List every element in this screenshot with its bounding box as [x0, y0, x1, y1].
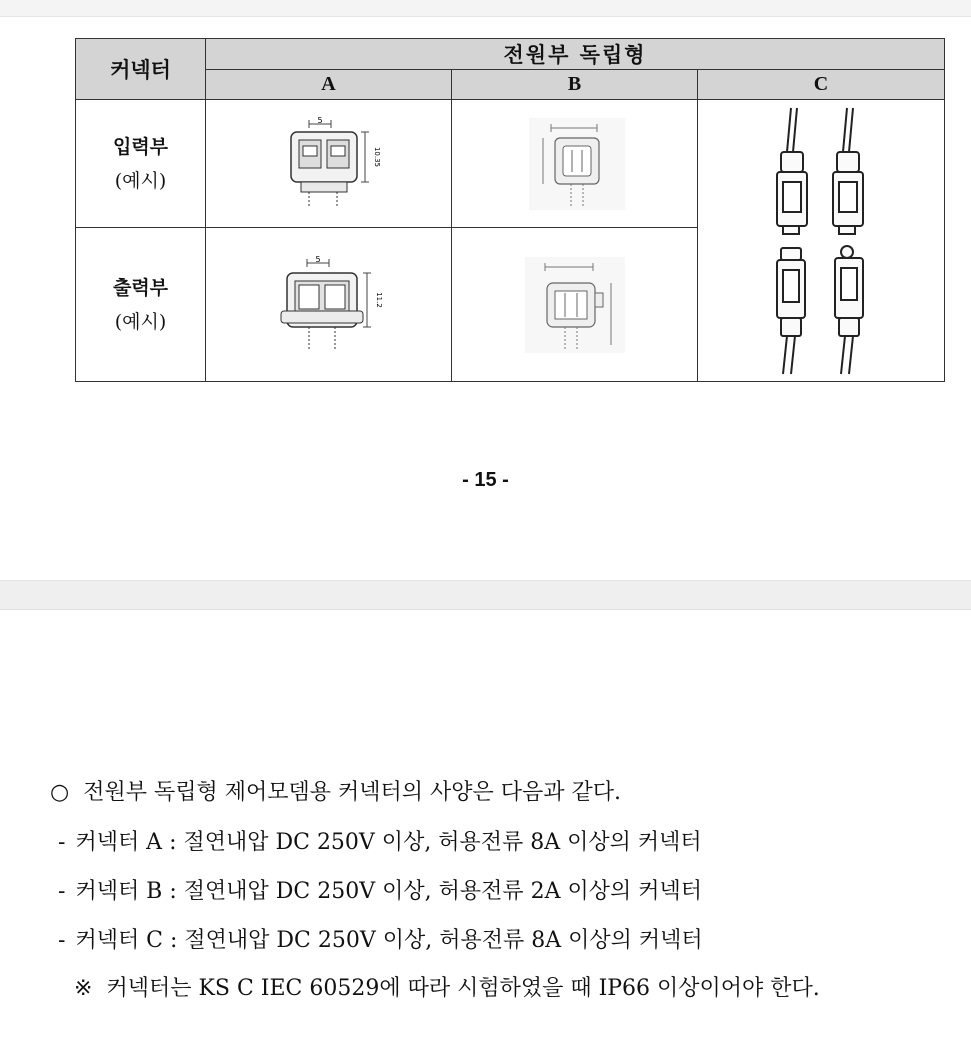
dim-a-input-height: 10.35: [372, 146, 381, 167]
dash-bullet-icon: -: [58, 879, 66, 904]
header-connector: 커넥터: [76, 39, 206, 100]
connector-a-output-drawing: [269, 255, 389, 355]
spec-item-b: [58, 874, 702, 905]
row-label-output-example: (예시): [114, 310, 167, 333]
cell-c-drawing: [698, 100, 945, 382]
connector-c-drawing: [761, 106, 881, 376]
connector-table: [75, 38, 945, 382]
dash-bullet-icon: -: [58, 928, 66, 953]
spec-item-b-text: 커넥터 B : 절연내압 DC 250V 이상, 허용전류 2A 이상의 커넥터: [75, 879, 702, 904]
spec-note-text: 커넥터는 KS C IEC 60529에 따라 시험하였을 때 IP66 이상이어야 한다.: [106, 976, 820, 1001]
dim-a-output-width: 5: [314, 254, 321, 264]
dim-a-input-width: 5: [316, 115, 323, 125]
row-label-input: [76, 100, 206, 228]
header-col-a: A: [206, 70, 452, 100]
cell-output-a: [206, 228, 452, 382]
connector-a-input-drawing: [269, 116, 389, 212]
spec-item-c: [58, 923, 703, 954]
row-label-input-title: 입력부: [112, 135, 169, 158]
cell-input-a: [206, 100, 452, 228]
row-label-input-example: (예시): [114, 169, 167, 192]
spec-note: [74, 971, 820, 1002]
row-label-output-title: 출력부: [112, 276, 169, 299]
spec-intro: [50, 775, 621, 806]
connector-b-output-drawing: [515, 253, 635, 357]
previous-page-edge: [0, 0, 971, 17]
page-separator: [0, 580, 971, 610]
cell-input-b: [452, 100, 698, 228]
row-label-output: [76, 228, 206, 382]
dash-bullet-icon: -: [58, 830, 66, 855]
reference-mark-icon: ※: [74, 976, 93, 1001]
spec-item-c-text: 커넥터 C : 절연내압 DC 250V 이상, 허용전류 8A 이상의 커넥터: [75, 928, 703, 953]
page-number: - 15 -: [462, 469, 509, 491]
dim-a-output-height: 11.2: [374, 291, 383, 308]
spec-intro-text: 전원부 독립형 제어모뎀용 커넥터의 사양은 다음과 같다.: [83, 780, 621, 805]
spec-item-a-text: 커넥터 A : 절연내압 DC 250V 이상, 허용전류 8A 이상의 커넥터: [75, 830, 702, 855]
circle-bullet-icon: ○: [50, 780, 70, 805]
connector-b-input-drawing: [515, 114, 635, 214]
header-col-c: C: [698, 70, 945, 100]
header-col-b: B: [452, 70, 698, 100]
cell-output-b: [452, 228, 698, 382]
spec-item-a: [58, 825, 702, 856]
header-power-independent: 전원부 독립형: [206, 39, 945, 70]
